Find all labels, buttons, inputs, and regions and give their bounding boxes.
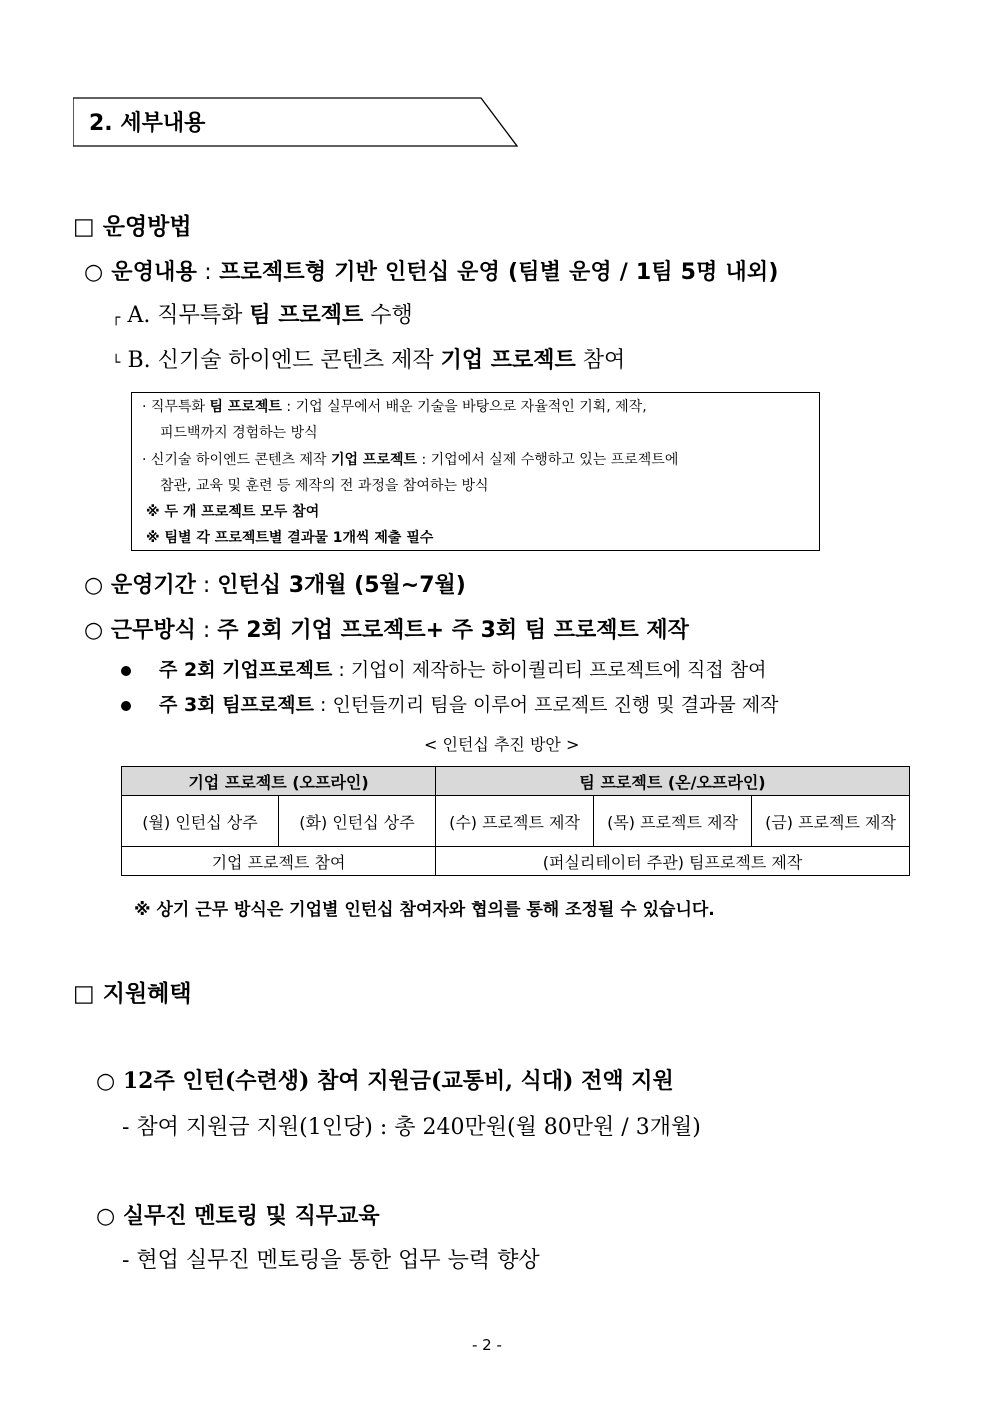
table-cell: (목) 프로젝트 제작 (594, 796, 752, 847)
circle-marker: ○ (84, 573, 104, 598)
table-cell: (화) 인턴십 상주 (279, 796, 436, 847)
note-2-suffix: : 기업에서 실제 수행하고 있는 프로젝트에 (417, 452, 679, 468)
operation-content-line (84, 255, 779, 286)
bullet-disc-icon (121, 666, 131, 676)
table-header-cell: 기업 프로젝트 (오프라인) (122, 767, 436, 796)
table-header-cell: 팀 프로젝트 (온/오프라인) (436, 767, 910, 796)
bullet-disc-icon (121, 701, 131, 711)
note-2 (142, 449, 678, 469)
benefits-heading: □ 지원혜택 (73, 981, 192, 1007)
note-2-prefix: · 신기술 하이엔드 콘텐츠 제작 (142, 452, 331, 468)
operation-period-line (84, 568, 466, 599)
track-b-line (112, 343, 625, 374)
table-cell: 기업 프로젝트 참여 (122, 847, 436, 876)
work-bullet-1-text: : 기업이 제작하는 하이퀄리티 프로젝트에 직접 참여 (332, 659, 767, 681)
track-a-strong: 팀 프로젝트 (249, 302, 364, 328)
work-bullet-1 (121, 655, 766, 682)
note-1-prefix: · 직무특화 (142, 399, 210, 415)
schedule-table (121, 766, 910, 876)
note-4: ※ 팀별 각 프로젝트별 결과물 1개씩 제출 필수 (146, 530, 434, 546)
benefit-1-title: ○ 12주 인턴(수련생) 참여 지원금(교통비, 식대) 전액 지원 (96, 1068, 674, 1094)
track-a-suffix: 수행 (363, 303, 413, 328)
note-1-cont: 피드백까지 경험하는 방식 (160, 425, 318, 441)
note-1-strong: 팀 프로젝트 (209, 399, 282, 415)
track-a-line (112, 298, 413, 329)
track-b-strong: 기업 프로젝트 (440, 347, 576, 373)
operation-work-line (84, 613, 689, 644)
section-header-tab (73, 96, 519, 148)
note-1-suffix: : 기업 실무에서 배운 기술을 바탕으로 자율적인 기획, 제작, (281, 399, 647, 415)
content-label: 운영내용 (111, 260, 198, 285)
bracket-bottom: └ (112, 355, 121, 371)
bracket-top: ┌ (112, 310, 121, 326)
work-label: 근무방식 (110, 618, 196, 643)
table-note: ※ 상기 근무 방식은 기업별 인턴십 참여자와 협의를 통해 조정될 수 있습니다. (134, 900, 715, 920)
table-cell: (금) 프로젝트 제작 (752, 796, 910, 847)
work-bullet-2-text: : 인턴들끼리 팀을 이루어 프로젝트 진행 및 결과물 제작 (313, 694, 779, 716)
circle-marker: ○ (84, 618, 104, 643)
note-2-strong: 기업 프로젝트 (331, 452, 418, 468)
period-label: 운영기간 (110, 573, 196, 598)
table-cell: (월) 인턴십 상주 (122, 796, 279, 847)
benefit-2-title: ○ 실무진 멘토링 및 직무교육 (96, 1203, 380, 1229)
notes-box (131, 392, 820, 551)
work-bullet-2-strong: 주 3회 팀프로젝트 (159, 694, 314, 716)
note-2-cont: 참관, 교육 및 훈련 등 제작의 전 과정을 참여하는 방식 (160, 478, 489, 494)
benefit-1-detail: - 참여 지원금 지원(1인당) : 총 240만원(월 80만원 / 3개월) (122, 1115, 701, 1140)
track-a-prefix: A. 직무특화 (127, 303, 250, 328)
section-title: 2. 세부내용 (89, 111, 206, 136)
note-3: ※ 두 개 프로젝트 모두 참여 (146, 504, 320, 520)
table-caption: < 인턴십 추진 방안 > (424, 735, 580, 754)
table-header-row (122, 767, 910, 796)
content-sep: : (197, 260, 220, 285)
track-b-prefix: B. 신기술 하이엔드 콘텐츠 제작 (127, 348, 441, 373)
table-row (122, 796, 910, 847)
work-text: 주 2회 기업 프로젝트+ 주 3회 팀 프로젝트 제작 (217, 618, 689, 643)
table-row (122, 847, 910, 876)
period-text: 인턴십 3개월 (5월~7월) (217, 573, 466, 598)
operation-heading: □ 운영방법 (73, 214, 192, 240)
circle-marker: ○ (84, 260, 104, 285)
note-1 (142, 396, 647, 416)
period-sep: : (195, 573, 218, 598)
track-b-suffix: 참여 (575, 348, 626, 373)
work-bullet-2 (121, 690, 779, 717)
table-cell: (수) 프로젝트 제작 (436, 796, 594, 847)
work-sep: : (195, 618, 218, 643)
content-text: 프로젝트형 기반 인턴십 운영 (팀별 운영 / 1팀 5명 내외) (219, 260, 779, 285)
page-number: - 2 - (472, 1336, 502, 1354)
benefit-2-detail: - 현업 실무진 멘토링을 통한 업무 능력 향상 (122, 1248, 540, 1273)
work-bullet-1-strong: 주 2회 기업프로젝트 (159, 659, 333, 681)
table-cell: (퍼실리테이터 주관) 팀프로젝트 제작 (436, 847, 910, 876)
